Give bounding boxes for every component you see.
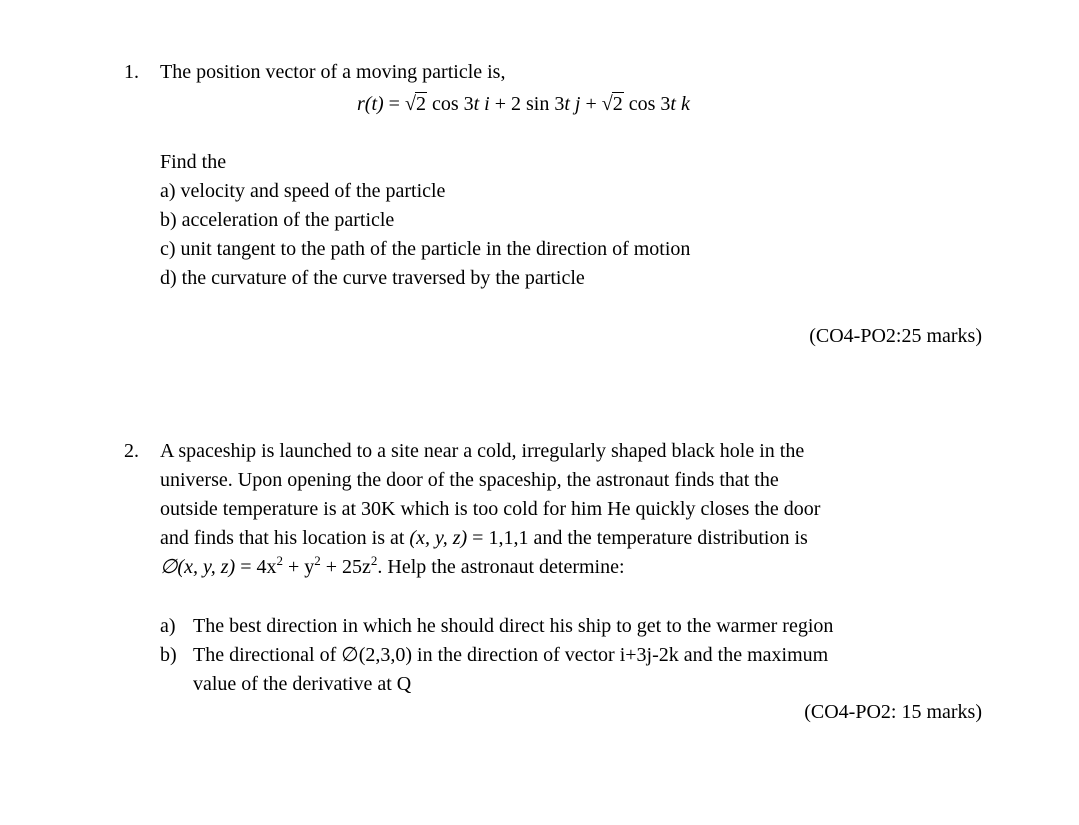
question-1-part-c: c) unit tangent to the path of the particle in the direction of motion	[160, 238, 691, 260]
question-2-part-b-line-1: The directional of ∅(2,3,0) in the direction of vector i+3j-2k and the maximum	[193, 644, 829, 666]
question-1-part-d: d) the curvature of the curve traversed by the particle	[160, 267, 585, 289]
question-1-number: 1.	[124, 61, 139, 83]
question-2-part-a-label: a)	[160, 615, 176, 637]
question-1-find: Find the	[160, 151, 227, 173]
question-1-part-a: a) velocity and speed of the particle	[160, 180, 446, 202]
unit-j: j	[574, 93, 581, 115]
location-vars: (x, y, z)	[409, 527, 468, 549]
question-1-intro: The position vector of a moving particle is,	[160, 61, 506, 83]
question-2-line-2: universe. Upon opening the door of the spaceship, the astronaut finds that the	[160, 469, 779, 491]
question-2-line-4: and finds that his location is at (x, y, z) = 1,1,1 and the temperature distribution is	[160, 527, 808, 549]
cos-term: cos 3	[431, 93, 474, 115]
question-2-line-1: A spaceship is launched to a site near a cold, irregularly shaped black hole in the	[160, 440, 805, 462]
question-2-number: 2.	[124, 440, 139, 462]
temperature-function: ∅(x, y, z)	[160, 556, 236, 578]
question-2-line-5: ∅(x, y, $z) = 4x^2 + y^2 + 25z^2$. Help the astronaut determine:	[160, 553, 625, 578]
equation-equals: =	[388, 93, 400, 115]
question-1-part-b: b) acceleration of the particle	[160, 209, 395, 231]
question-2-part-b-label: b)	[160, 644, 177, 666]
question-2-line-3: outside temperature is at 30K which is too cold for him He quickly closes the door	[160, 498, 821, 520]
question-2-part-a: The best direction in which he should direct his ship to get to the warmer region	[193, 615, 834, 637]
sqrt-term-1: √2	[404, 93, 426, 115]
unit-k: k	[680, 93, 690, 115]
equation-lhs: r(t)	[357, 93, 384, 115]
unit-i: i	[484, 93, 490, 115]
sin-term: + 2 sin 3	[494, 93, 565, 115]
question-2-marks: (CO4-PO2: 15 marks)	[804, 701, 982, 723]
question-1-equation: r(t) = √2 cos 3t i + 2 sin 3t j + √2 cos 3t k	[357, 90, 690, 119]
cos-term-2: cos 3	[628, 93, 671, 115]
question-1-marks: (CO4-PO2:25 marks)	[809, 325, 982, 347]
question-2-part-b-line-2: value of the derivative at Q	[193, 673, 412, 695]
sqrt-term-2: √2	[601, 93, 623, 115]
